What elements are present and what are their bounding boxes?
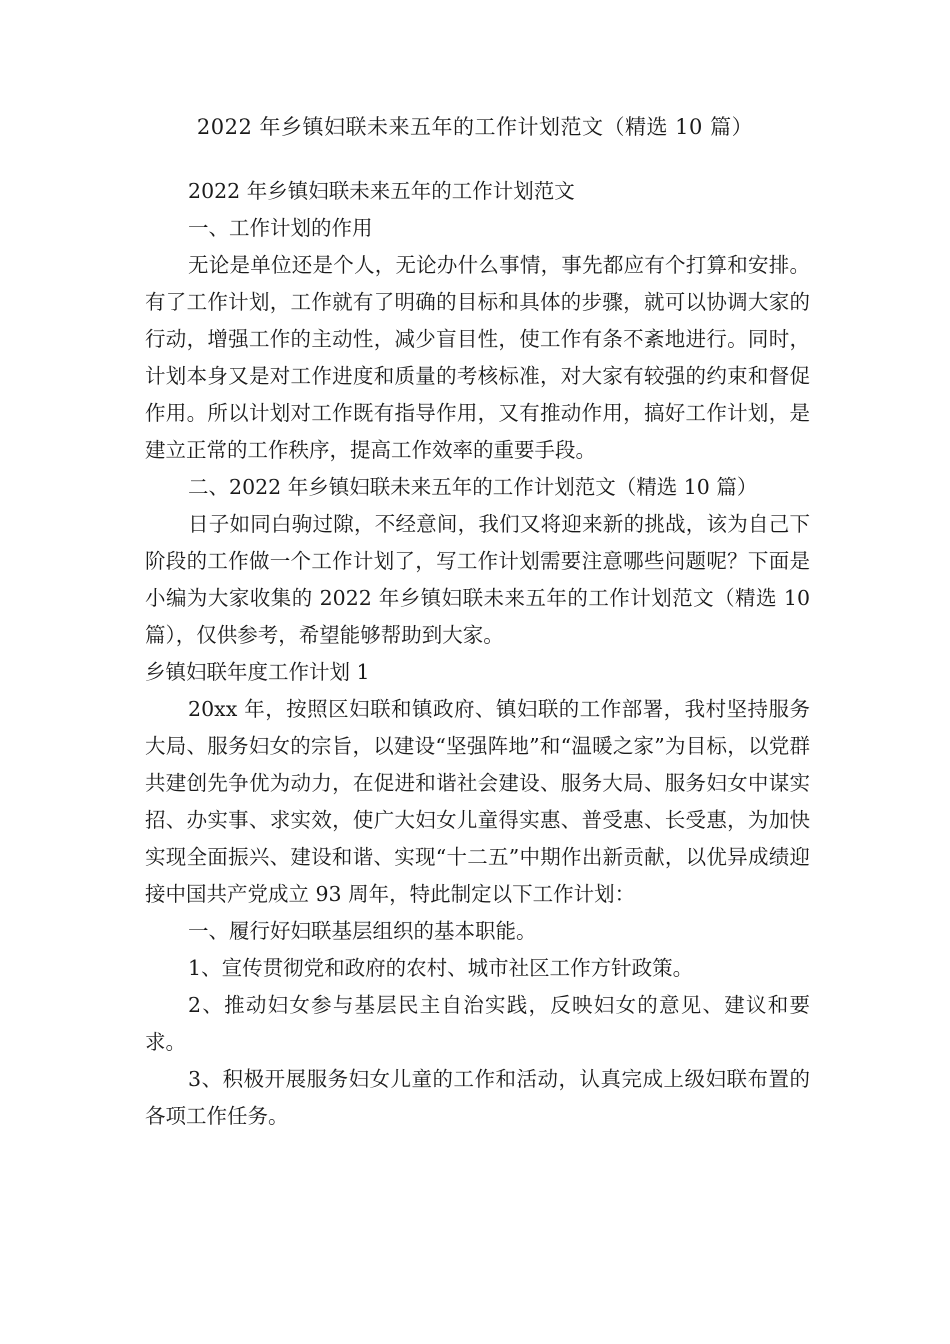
body-paragraph-plan: 20xx 年，按照区妇联和镇政府、镇妇联的工作部署，我村坚持服务大局、服务妇女的宗旨，以建设“坚强阵地”和“温暖之家”为目标，以党群共建创先争优为动力，在促进和谐社会建设、服务大局、服务妇女中谋实招、办实事、求实效，使广大妇女儿童得实惠、普受惠、长受惠，为加快实现全面振兴、建设和谐、实现“十二五”中期作出新贡献，以优异成绩迎接中国共产党成立 93 周年，特此制定以下工作计划：	[145, 697, 810, 906]
document-title: 2022 年乡镇妇联未来五年的工作计划范文（精选 10 篇）	[196, 115, 754, 139]
section-heading-1: 一、工作计划的作用	[188, 216, 373, 240]
document-body	[145, 173, 810, 1135]
plan-section-heading: 一、履行好妇联基层组织的基本职能。	[188, 919, 537, 943]
plan-heading-1: 乡镇妇联年度工作计划 1	[145, 660, 370, 684]
body-paragraph-intro: 日子如同白驹过隙，不经意间，我们又将迎来新的挑战，该为自己下阶段的工作做一个工作计划了，写工作计划需要注意哪些问题呢？下面是小编为大家收集的 2022 年乡镇妇联未来五年的工作计划范文（精选 10 篇），仅供参考，希望能够帮助到大家。	[145, 512, 810, 647]
section-heading-2: 二、2022 年乡镇妇联未来五年的工作计划范文（精选 10 篇）	[188, 475, 758, 499]
subtitle-paragraph: 2022 年乡镇妇联未来五年的工作计划范文	[188, 179, 575, 203]
list-item-1: 1、宣传贯彻党和政府的农村、城市社区工作方针政策。	[188, 956, 694, 980]
list-item-2: 2、推动妇女参与基层民主自治实践，反映妇女的意见、建议和要求。	[145, 993, 810, 1054]
body-paragraph-purpose: 无论是单位还是个人，无论办什么事情，事先都应有个打算和安排。有了工作计划，工作就有了明确的目标和具体的步骤，就可以协调大家的行动，增强工作的主动性，减少盲目性，使工作有条不紊地进行。同时，计划本身又是对工作进度和质量的考核标准，对大家有较强的约束和督促作用。所以计划对工作既有指导作用，又有推动作用，搞好工作计划，是建立正常的工作秩序，提高工作效率的重要手段。	[145, 253, 810, 462]
list-item-3: 3、积极开展服务妇女儿童的工作和活动，认真完成上级妇联布置的各项工作任务。	[145, 1067, 810, 1128]
